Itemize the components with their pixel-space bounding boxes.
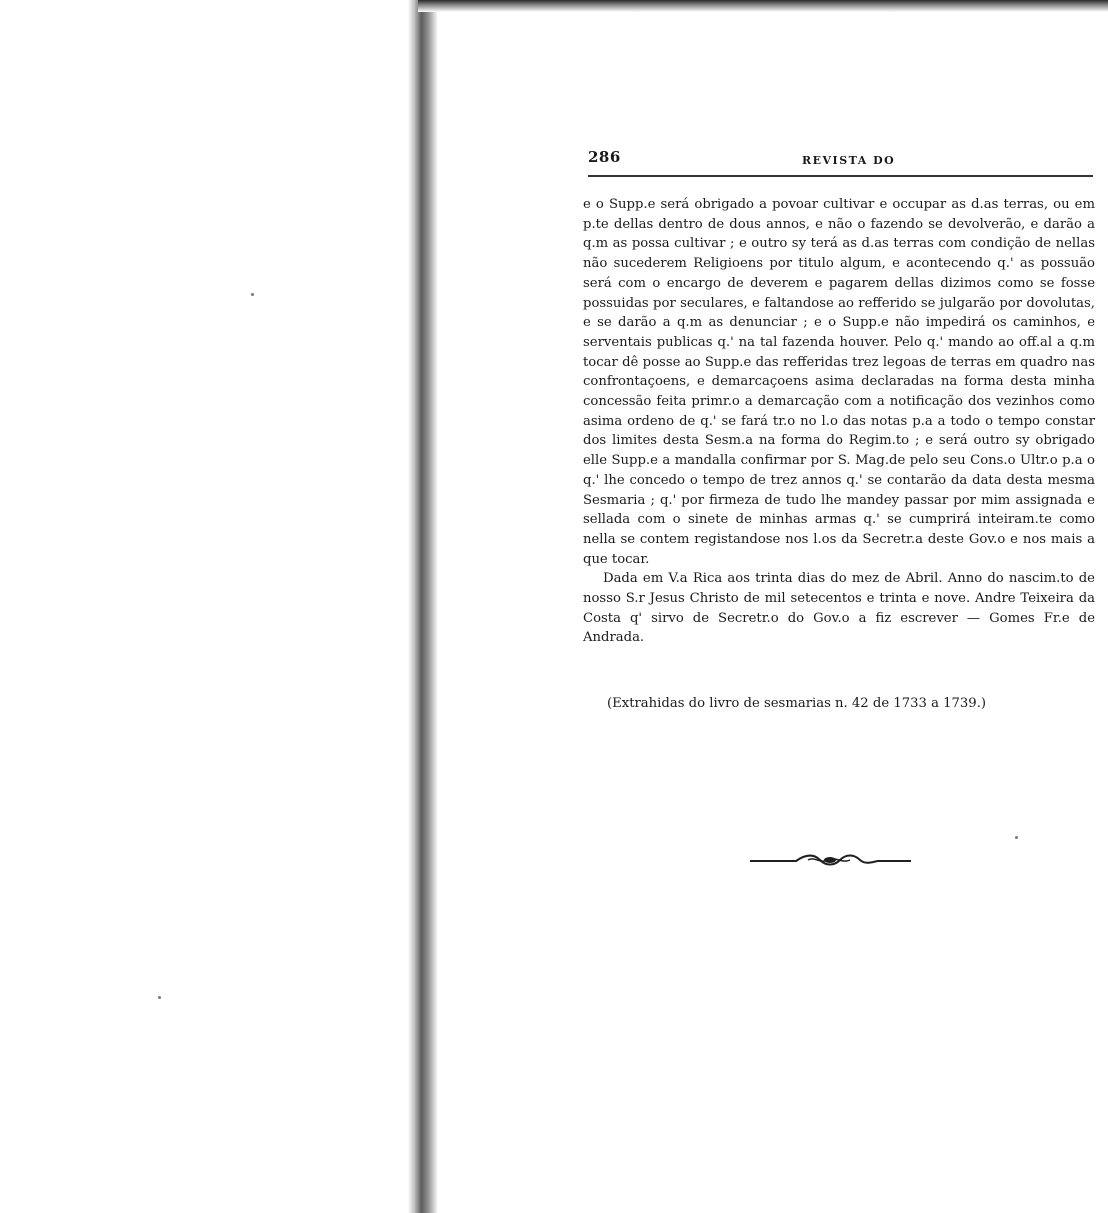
paper-speck: [251, 293, 254, 296]
body-paragraph: Dada em V.a Rica aos trinta dias do mez de Abril. Anno do nascim.to de nosso S.r Jesus Christo de mil setecentos e trinta e nove. Andre Teixeira da Costa q' sirvo de Secretr.o do Gov.o a fiz escrever — Gomes Fr.e de Andrada.: [583, 571, 1095, 646]
header-rule: [588, 175, 1093, 177]
body-paragraph: e o Supp.e será obrigado a povoar cultivar e occupar as d.as terras, ou em p.te dellas dentro de dous annos, e não o fazendo se devolverão, e darão a q.m as possa cultivar ; e outro sy terá as d.as terras com condição de nellas não sucederem Religioens por titulo algum, e acontecendo q.' as possuão será com o encargo de deverem e pagarem dellas dizimos como se fosse possuidas por seculares, e faltandose ao refferido se julgarão por dovolutas, e se darão a q.m as denunciar ; e o Supp.e não impedirá os caminhos, e serventais publicas q.' na tal fazenda houver. Pelo q.' mando ao off.al a q.m tocar dê posse ao Supp.e das refferidas trez legoas de terras em quadro nas confrontaçoens, e demarcaçoens asima declaradas na forma desta minha concessão feita primr.o a demarcação com a notificação dos vezinhos como asima ordeno de q.' se fará tr.o no l.o das notas p.a a todo o tempo constar dos limites desta Sesm.a na forma do Regim.to ; e será outro sy obrigado elle Supp.e a mandalla confirmar por S. Mag.de pelo seu Cons.o Ultr.o p.a o q.' lhe concedo o tempo de trez annos q.' se contarão da data desta mesma Sesmaria ; q.' por firmeza de tudo lhe mandey passar por mim assignada e sellada com o sinete de minhas armas q.' se cumprirá inteiram.te como nella se contem registandose nos l.os da Secretr.a deste Gov.o e nos mais a que tocar.: [583, 197, 1095, 567]
paper-speck: [158, 996, 161, 999]
top-page-edge: [418, 0, 1108, 12]
book-spine-shadow: [408, 0, 438, 1213]
page-body: [583, 195, 1095, 648]
paper-speck: [1015, 836, 1018, 839]
running-head: REVISTA DO: [802, 154, 896, 167]
page-header: [588, 148, 1093, 178]
decorative-flourish-icon: [748, 850, 913, 870]
source-note: (Extrahidas do livro de sesmarias n. 42 de 1733 a 1739.): [607, 696, 987, 711]
page-number: 286: [588, 148, 621, 166]
